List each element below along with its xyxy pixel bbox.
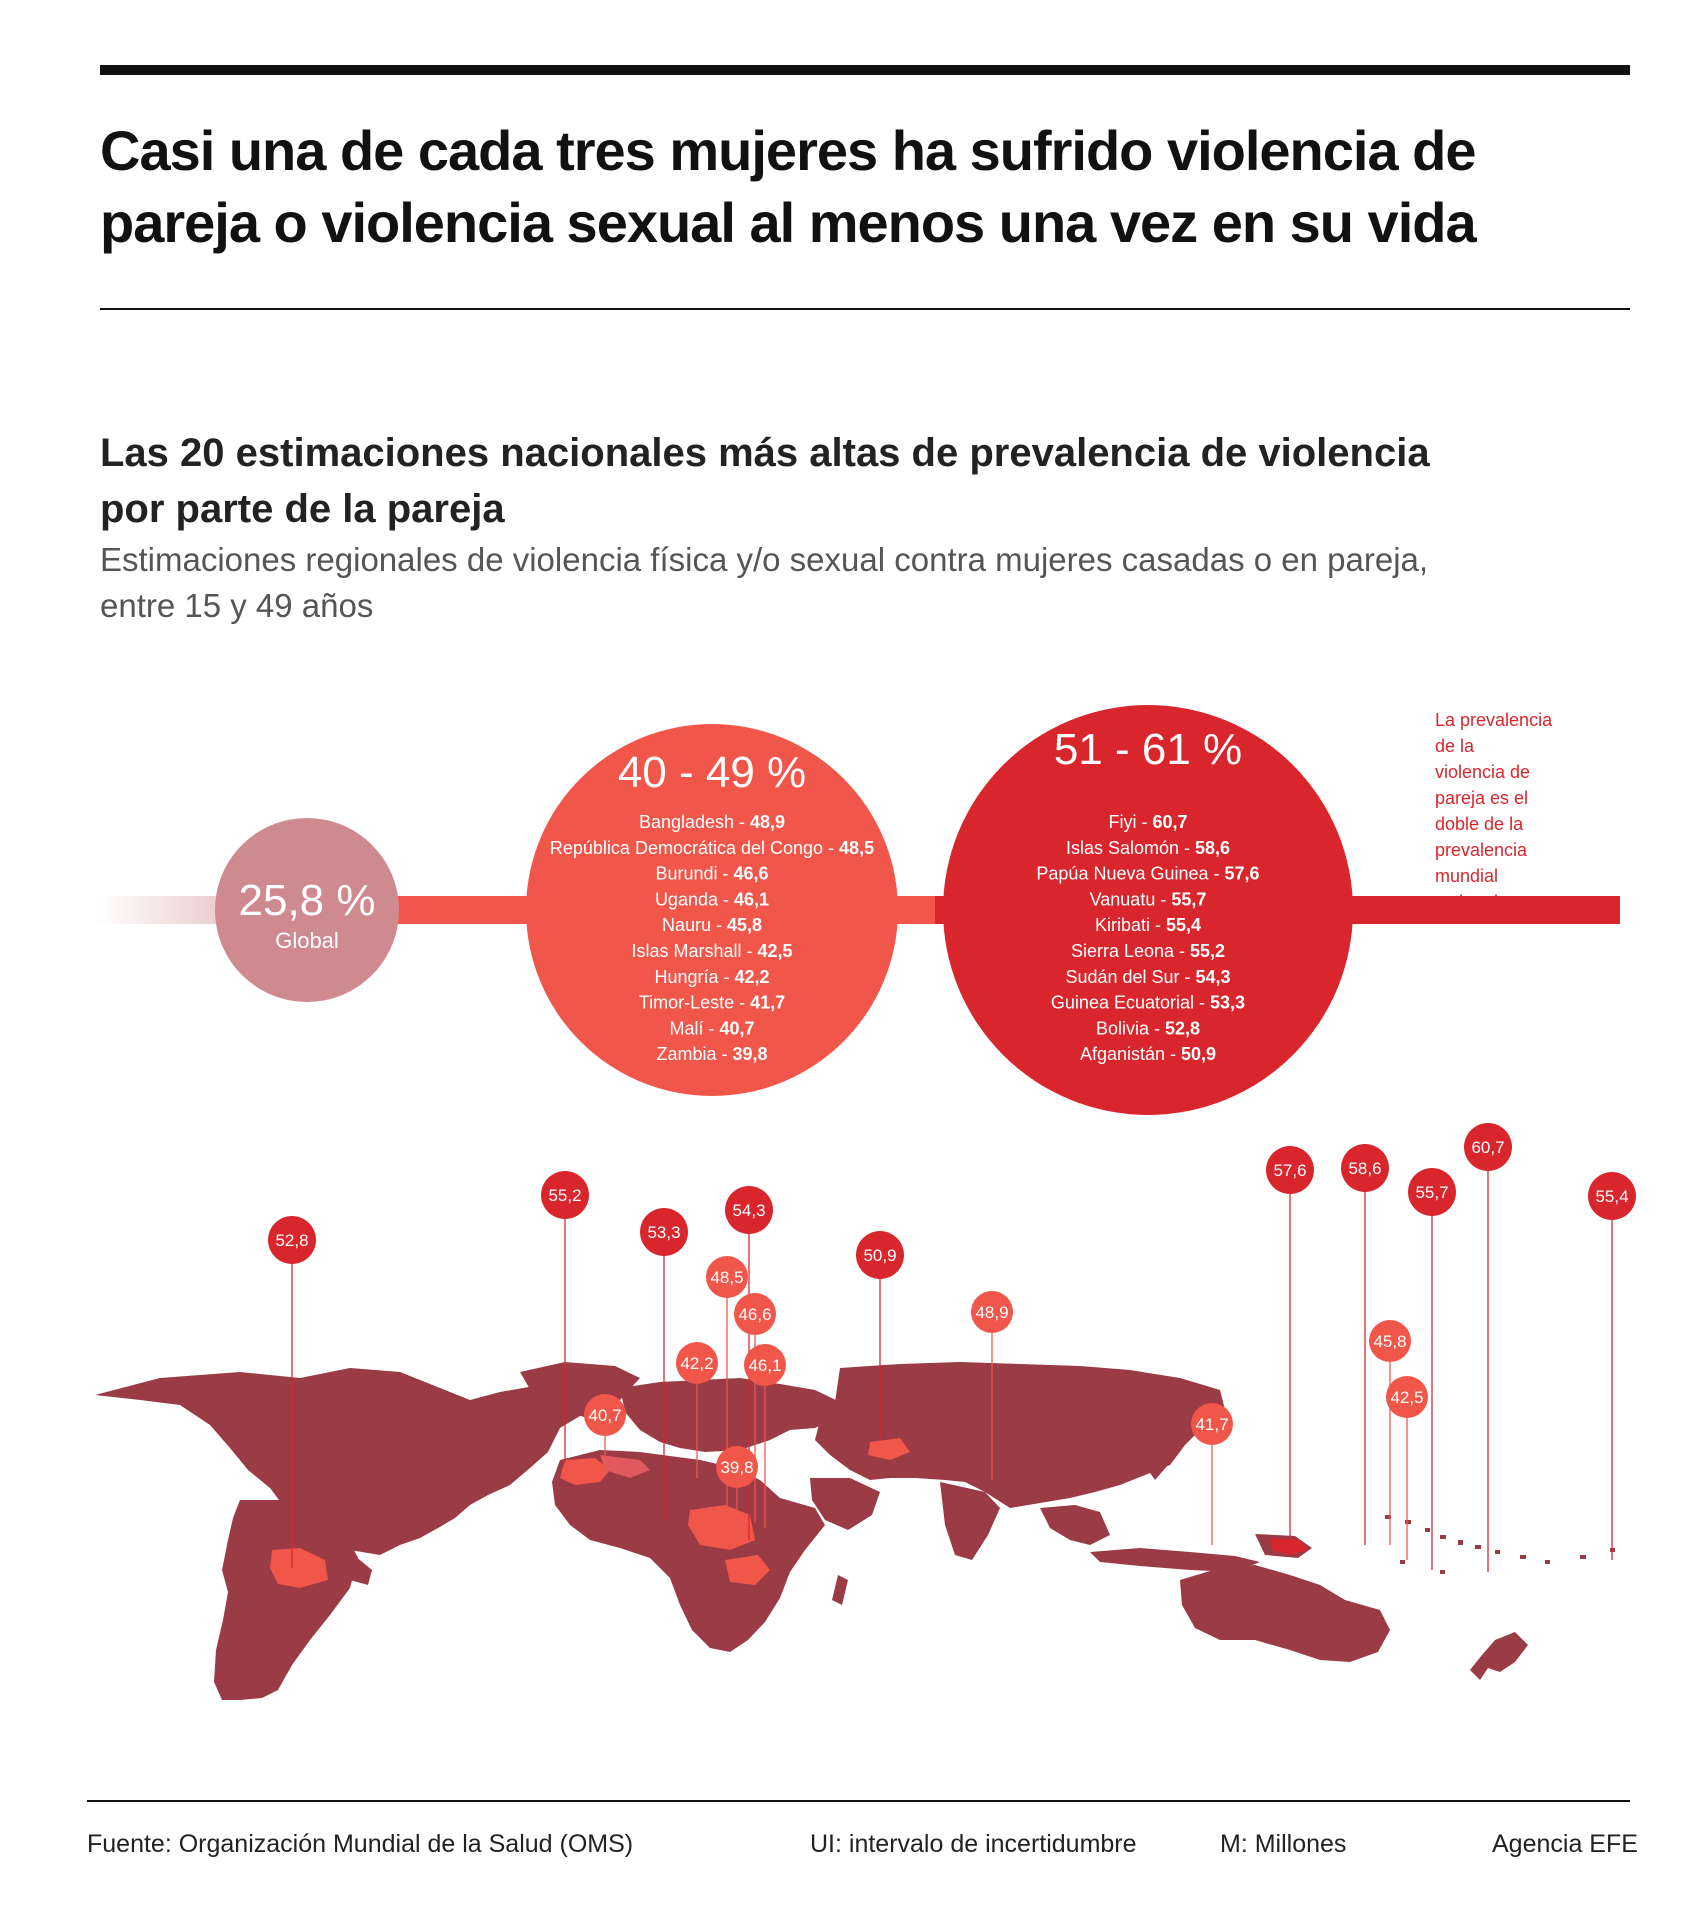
country-entry: [1080, 1044, 1216, 1064]
footer-source: Fuente: Organización Mundial de la Salud (OMS): [87, 1830, 634, 1858]
pin-label: 46,6: [738, 1305, 772, 1324]
pin-label: 55,2: [548, 1186, 582, 1205]
pin-label: 42,2: [680, 1354, 714, 1373]
country-entry: [654, 967, 769, 987]
note-line: de la: [1435, 736, 1475, 756]
range-label-0: 40 - 49 %: [617, 748, 807, 797]
country-value: 39,8: [732, 1044, 768, 1065]
pin-label: 41,7: [1195, 1415, 1229, 1434]
country-name: Hungría -: [654, 966, 735, 987]
country-name: Islas Salomón -: [1065, 837, 1196, 858]
country-value: 55,7: [1171, 889, 1207, 910]
pin-label: 39,8: [720, 1458, 754, 1477]
pin-label: 48,5: [710, 1268, 744, 1287]
note-line: pareja es el: [1435, 788, 1529, 808]
pin-label: 46,1: [748, 1356, 782, 1375]
country-entry: [550, 838, 874, 858]
country-entry: [1071, 941, 1225, 961]
country-name: Uganda -: [654, 889, 735, 910]
country-entry: [655, 889, 769, 909]
country-entry: [631, 941, 792, 961]
country-entry: [655, 864, 768, 884]
pin-label: 57,6: [1273, 1161, 1307, 1180]
country-name: Bolivia -: [1095, 1018, 1165, 1039]
chart-subtitle: Las 20 estimaciones nacionales más altas de prevalencia de violencia por parte de la pareja: [100, 431, 1430, 531]
country-name: Papúa Nueva Guinea -: [1036, 863, 1225, 884]
country-value: 40,7: [719, 1018, 755, 1039]
land-asia: [815, 1362, 1225, 1508]
country-name: Nauru -: [661, 915, 727, 936]
footer-m-note: M: Millones: [1220, 1830, 1347, 1858]
country-value: 45,8: [726, 915, 763, 936]
note-line: doble de la: [1435, 814, 1524, 834]
note-line: prevalencia: [1435, 840, 1528, 860]
pin-label: 54,3: [732, 1201, 766, 1220]
land-south-america: [214, 1500, 358, 1700]
land-new-zealand: [1470, 1632, 1528, 1680]
country-entry: [1090, 889, 1207, 909]
pin-label: 58,6: [1348, 1159, 1382, 1178]
country-value: 57,6: [1224, 863, 1260, 884]
pin-label: 40,7: [588, 1406, 622, 1425]
country-value: 46,6: [733, 863, 769, 884]
country-entry: [639, 812, 785, 832]
world-map: [95, 1362, 1615, 1700]
country-value: 53,3: [1210, 992, 1246, 1013]
country-entry: [1066, 838, 1230, 858]
country-name: República Democrática del Congo -: [549, 837, 840, 858]
note-line: La prevalencia: [1435, 710, 1553, 730]
footer-rule: [87, 1800, 1630, 1802]
pin-label: 50,9: [863, 1246, 897, 1265]
country-value: 60,7: [1152, 812, 1188, 832]
pin-label: 55,7: [1415, 1183, 1449, 1202]
country-name: Timor-Leste -: [638, 992, 751, 1013]
land-southeast-asia: [1040, 1505, 1110, 1545]
country-value: 42,5: [757, 941, 793, 961]
country-value: 58,6: [1195, 837, 1231, 858]
country-entry: [1065, 967, 1230, 987]
country-name: Kiribati -: [1094, 915, 1166, 936]
country-value: 48,9: [750, 812, 786, 832]
country-entry: [662, 915, 762, 935]
pin-label: 48,9: [975, 1303, 1009, 1322]
pin-label: 42,5: [1390, 1388, 1424, 1407]
country-name: Malí -: [669, 1018, 720, 1039]
land-madagascar: [832, 1575, 848, 1605]
country-value: 52,8: [1164, 1018, 1201, 1039]
global-label: Global: [275, 928, 339, 953]
country-name: Islas Marshall -: [631, 941, 758, 961]
country-entry: [639, 993, 785, 1013]
country-name: Burundi -: [655, 863, 734, 884]
chart-description: Estimaciones regionales de violencia física y/o sexual contra mujeres casadas o en pareja, entre 15 y 49 años: [100, 541, 1429, 624]
country-name: Bangladesh -: [638, 812, 751, 832]
pin-label: 60,7: [1471, 1138, 1505, 1157]
country-entry: [1036, 864, 1259, 884]
country-entry: [1096, 1018, 1200, 1038]
land-pacific-islands: [1385, 1515, 1615, 1574]
pin-label: 55,4: [1595, 1187, 1629, 1206]
country-value: 42,2: [734, 966, 770, 987]
country-value: 41,7: [750, 992, 786, 1013]
land-north-america: [95, 1368, 600, 1555]
country-name: Zambia -: [656, 1044, 733, 1065]
pin-label: 53,3: [647, 1223, 681, 1242]
range-bubbles: [215, 705, 1353, 1115]
footer-ui-note: UI: intervalo de incertidumbre: [810, 1830, 1137, 1858]
note-text: [1435, 710, 1553, 912]
country-name: Sudán del Sur -: [1065, 966, 1196, 987]
note-line: mundial: [1435, 866, 1499, 886]
country-entry: [1051, 993, 1245, 1013]
country-value: 55,2: [1190, 941, 1226, 961]
country-name: Sierra Leona -: [1070, 941, 1191, 961]
country-value: 50,9: [1181, 1044, 1217, 1065]
range-label-1: 51 - 61 %: [1053, 725, 1243, 774]
country-value: 46,1: [734, 889, 770, 910]
country-name: Afganistán -: [1079, 1044, 1182, 1065]
global-value: 25,8 %: [238, 876, 376, 925]
country-entry: [669, 1018, 754, 1038]
note-line: violencia de: [1435, 762, 1531, 782]
country-entry: [1095, 915, 1201, 935]
country-name: Vanuatu -: [1089, 889, 1172, 910]
country-name: Fiyi -: [1108, 812, 1153, 832]
country-value: 48,5: [839, 837, 875, 858]
country-value: 55,4: [1165, 915, 1202, 936]
headline: Casi una de cada tres mujeres ha sufrido violencia de pareja o violencia sexual al menos una vez en su vida: [100, 119, 1476, 254]
country-name: Guinea Ecuatorial -: [1050, 992, 1211, 1013]
pin-label: 52,8: [275, 1231, 309, 1250]
footer-agency: Agencia EFE: [1492, 1830, 1638, 1858]
land-australia: [1180, 1565, 1390, 1662]
country-entry: [656, 1044, 767, 1064]
pin-label: 45,8: [1373, 1332, 1407, 1351]
country-entry: [1108, 812, 1187, 832]
country-value: 54,3: [1195, 966, 1231, 987]
land-europe: [620, 1378, 840, 1452]
note-line: estimada: [1435, 892, 1509, 912]
